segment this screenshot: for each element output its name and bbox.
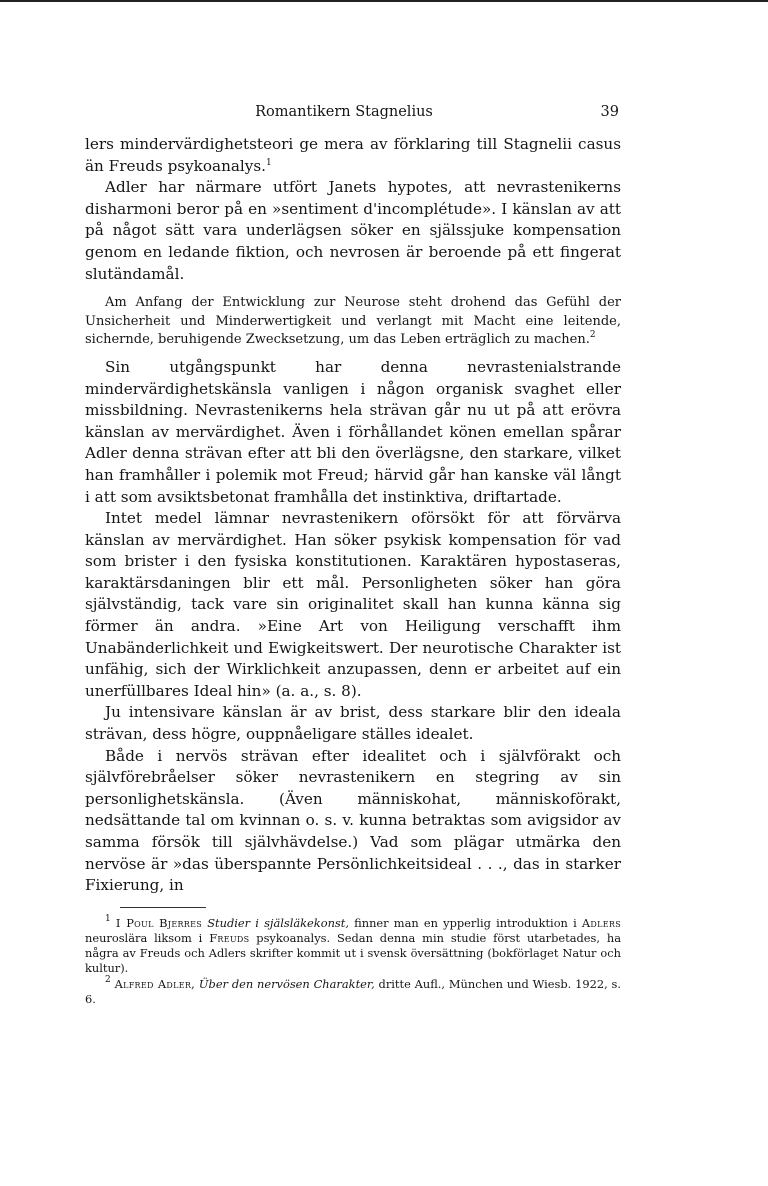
footnotes xyxy=(85,913,622,1007)
quote-text: Am Anfang der Entwicklung zur Neurose steht drohend das Gefühl der Unsicherheit und Minderwertigkeit und verlangt mit Macht eine leitende, sichernde, beruhigende Zwecksetzung, um das Leben erträglich zu machen.$^2$ xyxy=(85,295,621,348)
footnote-divider xyxy=(120,907,206,908)
paragraph-5: Ju intensivare känslan är av brist, dess starkare blir den ideala strävan, dess högre, ouppnåeligare ställes idealet. xyxy=(85,703,621,744)
page-number: 39 xyxy=(600,104,619,120)
footnote-ref-1: 1 xyxy=(265,157,272,168)
page-top-edge xyxy=(0,0,768,2)
footnote-2: $^2$ Alfred Adler, Über den nervösen Charakter, dritte Aufl., München und Wiesb. 1922, s. 6. xyxy=(85,974,621,1006)
footnote-1: $^1$ I Poul Bjerres Studier i själsläkekonst, finner man en ypperlig introduktion i Adlers neuroslära liksom i Freuds psykoanalys. Sedan denna min studie först utarbetades, ha några av Freuds och Adlers skrifter kommit ut i svensk översättning (bokförlaget Natur och kultur). xyxy=(85,913,622,976)
paragraph-2: Adler har närmare utfört Janets hypotes, att nevrastenikerns disharmoni beror på en »sentiment d'incomplétude». I känslan av att på något sätt vara underlägsen söker en själssjuke kompensation genom en ledande fiktion, och nevrosen är beroende på ett fingerat slutändamål. xyxy=(85,178,621,283)
paragraph-6: Både i nervös strävan efter idealitet och i självförakt och självförebråelser söker nevrastenikern en stegring av sin personlighetskänsla. (Även människohat, människoförakt, nedsättande tal om kvinnan o. s. v. kunna betraktas som avigsidor av samma försök till självhävdelse.) Vad som plägar utmärka den nervöse är »das überspannte Persönlichkeitsideal . . ., das in starker Fixierung, in xyxy=(85,746,621,895)
running-header xyxy=(85,104,619,120)
running-title: Romantikern Stagnelius xyxy=(255,104,433,120)
book-page xyxy=(85,104,621,1007)
block-quote xyxy=(85,294,621,350)
paragraph-3: Sin utgångspunkt har denna nevrastenialstrande mindervärdighetskänsla vanligen i någon organisk svaghet eller missbildning. Nevrastenikerns hela strävan går nu ut på att erövra känslan av mervärdighet. Även i förhållandet könen emellan spårar Adler denna strävan efter att bli den överlägsne, den starkare, vilket han framhåller i polemik mot Freud; härvid går han kanske väl långt i att som avsiktsbetonat framhålla det instinktiva, driftartade. xyxy=(85,357,621,506)
footnote-ref-2: 2 xyxy=(589,330,596,341)
paragraph-4: Intet medel lämnar nevrastenikern oförsökt för att förvärva känslan av mervärdighet. Han söker psykisk kompensation för vad som brister i den fysiska konstitutionen. Karaktären hypostaseras, karaktärsdaningen blir ett mål. Personligheten söker han göra självständig, tack vare sin originalitet skall han kunna känna sig förmer än andra. »Eine Art von Heiligung verschafft ihm Unabänderlichkeit und Ewigkeitswert. Der neurotische Charakter ist unfähig, sich der Wirklichkeit anzupassen, denn er arbeitet auf ein unerfüllbares Ideal hin» (a. a., s. 8). xyxy=(85,509,621,700)
paragraph-1: lers mindervärdighetsteori ge mera av förklaring till Stagnelii casus än Freuds psykoanalys.$^1$ xyxy=(85,135,621,175)
